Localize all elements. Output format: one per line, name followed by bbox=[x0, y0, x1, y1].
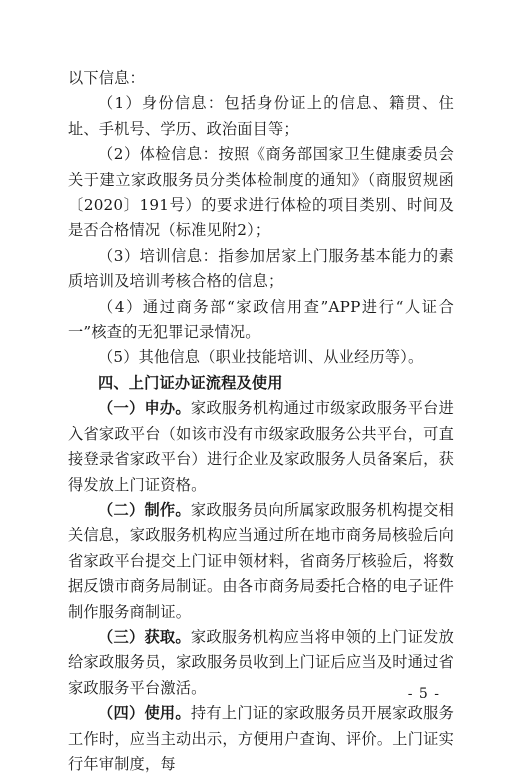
step-produce-body: 家政服务员向所属家政服务机构提交相关信息，家政服务机构应当通过所在地市商务局核验后向省家政平台提交上门证申领材料，省商务厅核验后，将数据反馈市商务局制证。由各市商务局委托合格的电子证件制作服务商制证。 bbox=[68, 500, 455, 621]
info-item-other: （5）其他信息（职业技能培训、从业经历等）。 bbox=[98, 348, 424, 367]
step-use-lead: （四）使用。 bbox=[98, 704, 191, 723]
step-apply-body: 家政服务机构通过市级家政服务平台进入省家政平台（如该市没有市级家政服务公共平台，可直接登录省家政平台）进行企业及家政服务人员备案后，获得发放上门证资格。 bbox=[68, 399, 455, 494]
info-item-credit-check: （4）通过商务部“家政信用查”APP进行“人证合一”核查的无犯罪记录情况。 bbox=[68, 297, 454, 342]
step-apply-lead: （一）申办。 bbox=[98, 399, 191, 418]
section-heading: 四、上门证办证流程及使用 bbox=[98, 373, 283, 392]
info-item-identity: （1）身份信息：包括身份证上的信息、籍贯、住址、手机号、学历、政治面目等； bbox=[68, 94, 454, 138]
document-body bbox=[68, 66, 454, 777]
step-produce bbox=[68, 498, 454, 625]
step-obtain bbox=[68, 625, 454, 701]
step-obtain-body: 家政服务机构应当将申领的上门证发放给家政服务员，家政服务员收到上门证后应当及时通过省家政服务平台激活。 bbox=[68, 627, 455, 697]
step-obtain-lead: （三）获取。 bbox=[98, 627, 191, 646]
page-number: - 5 - bbox=[407, 686, 440, 702]
info-item-training: （3）培训信息：指参加居家上门服务基本能力的素质培训及培训考核合格的信息； bbox=[68, 246, 454, 291]
intro-text: 以下信息： bbox=[68, 69, 145, 87]
step-produce-lead: （二）制作。 bbox=[98, 500, 191, 519]
step-use bbox=[68, 701, 454, 777]
info-item-health-check: （2）体检信息：按照《商务部国家卫生健康委员会关于建立家政服务员分类体检制度的通知》（商服贸规函〔2020〕191号）的要求进行体检的项目类别、时间及是否合格情况（标准见附2）； bbox=[68, 145, 454, 240]
step-use-body: 持有上门证的家政服务员开展家政服务工作时，应当主动出示，方便用户查询、评价。上门证实行年审制度，每 bbox=[68, 704, 455, 773]
step-apply bbox=[68, 396, 454, 498]
